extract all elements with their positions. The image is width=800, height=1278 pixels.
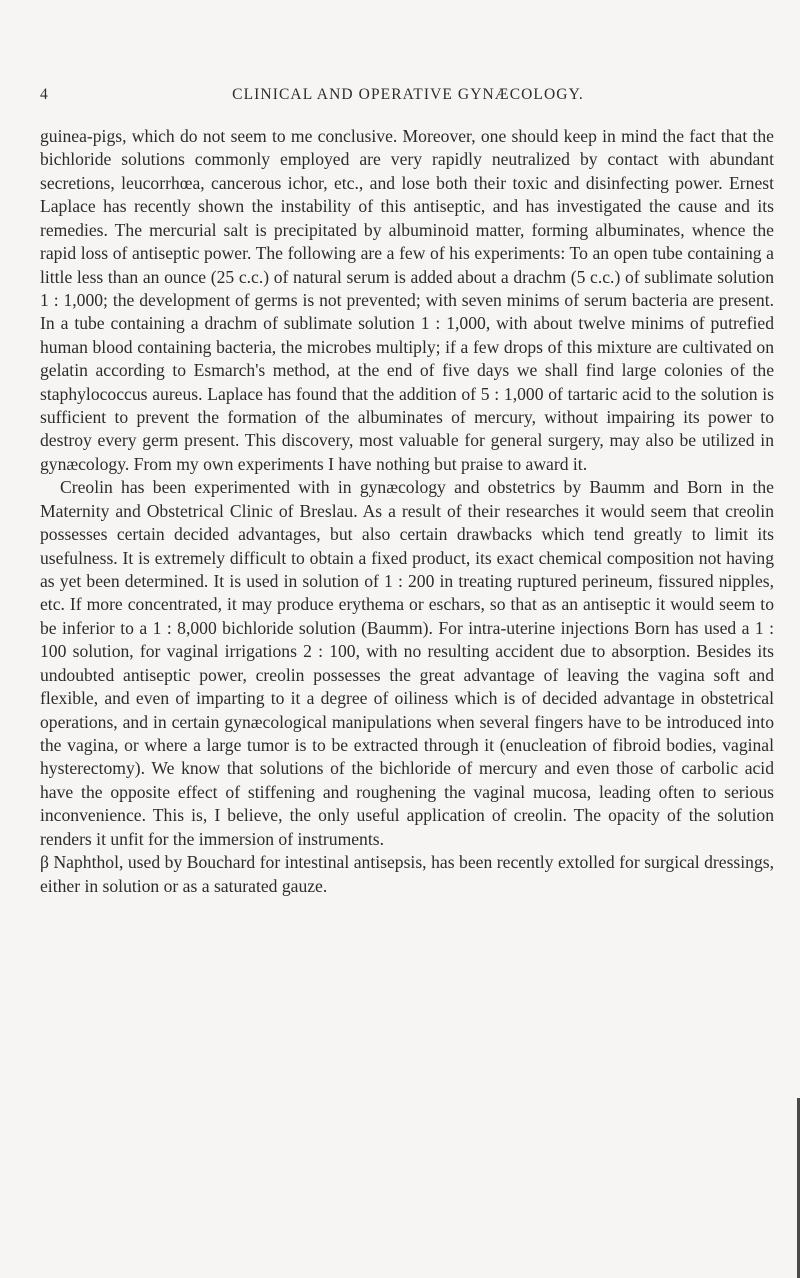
running-head: [38, 86, 778, 110]
paragraph-creolin: Creolin has been experimented with in gynæcology and obstetrics by Baumm and Born in the Maternity and Obstetrical Clinic of Breslau. As a result of their researches it would seem that creolin possesses certain decided advantages, but also certain drawbacks which tend greatly to limit its usefulness. It is extremely difficult to obtain a fixed product, its exact chemical composition not having as yet been determined. It is used in solution of 1 : 200 in treating ruptured perineum, fissured nipples, etc. If more concentrated, it may produce erythema or eschars, so that as an antiseptic it would seem to be inferior to a 1 : 8,000 bichloride solution (Baumm). For intra-uterine injections Born has used a 1 : 100 solution, for vaginal irrigations 2 : 100, with no resulting accident due to absorption. Besides its undoubted antiseptic power, creolin possesses the great advantage of leaving the vagina soft and flexible, and even of imparting to it a degree of oiliness which is of decided advantage in obstetrical operations, and in certain gynæcological manipulations when several fingers have to be introduced into the vagina, or where a large tumor is to be extracted through it (enucleation of fibroid bodies, vaginal hysterectomy). We know that solutions of the bichloride of mercury and even those of carbolic acid have the opposite effect of stiffening and roughening the vaginal mucosa, leading often to serious inconvenience. This is, I believe, the only useful application of creolin. The opacity of the solution renders it unfit for the immersion of instruments.: [40, 477, 774, 849]
paragraph-naphthol: β Naphthol, used by Bouchard for intestinal antisepsis, has been recently extolled for surgical dressings, either in solution or as a saturated gauze.: [40, 852, 774, 896]
page-number: 4: [40, 86, 49, 103]
paragraph-continued: guinea-pigs, which do not seem to me conclusive. Moreover, one should keep in mind the fact that the bichloride solutions commonly employed are very rapidly neutralized by contact with abundant secretions, leucorrhœa, cancerous ichor, etc., and lose both their toxic and disinfecting power. Ernest Laplace has recently shown the instability of this antiseptic, and has investigated the cause and its remedies. The mercurial salt is precipitated by albuminoid matter, forming albuminates, whence the rapid loss of antiseptic power. The following are a few of his experiments: To an open tube containing a little less than an ounce (25 c.c.) of natural serum is added about a drachm (5 c.c.) of sublimate solution 1 : 1,000; the development of germs is not prevented; with seven minims of serum bacteria are present. In a tube containing a drachm of sublimate solution 1 : 1,000, with about twelve minims of putrefied human blood containing bacteria, the microbes multiply; if a few drops of this mixture are cultivated on gelatin according to Esmarch's method, at the end of five days we shall find large colonies of the staphylococcus aureus. Laplace has found that the addition of 5 : 1,000 of tartaric acid to the solution is sufficient to prevent the formation of the albuminates of mercury, without impairing its power to destroy every germ present. This discovery, most valuable for general surgery, may also be utilized in gynæcology. From my own experiments I have nothing but praise to award it.: [40, 126, 774, 474]
running-title: CLINICAL AND OPERATIVE GYNÆCOLOGY.: [232, 86, 584, 103]
body-text: [40, 125, 774, 898]
